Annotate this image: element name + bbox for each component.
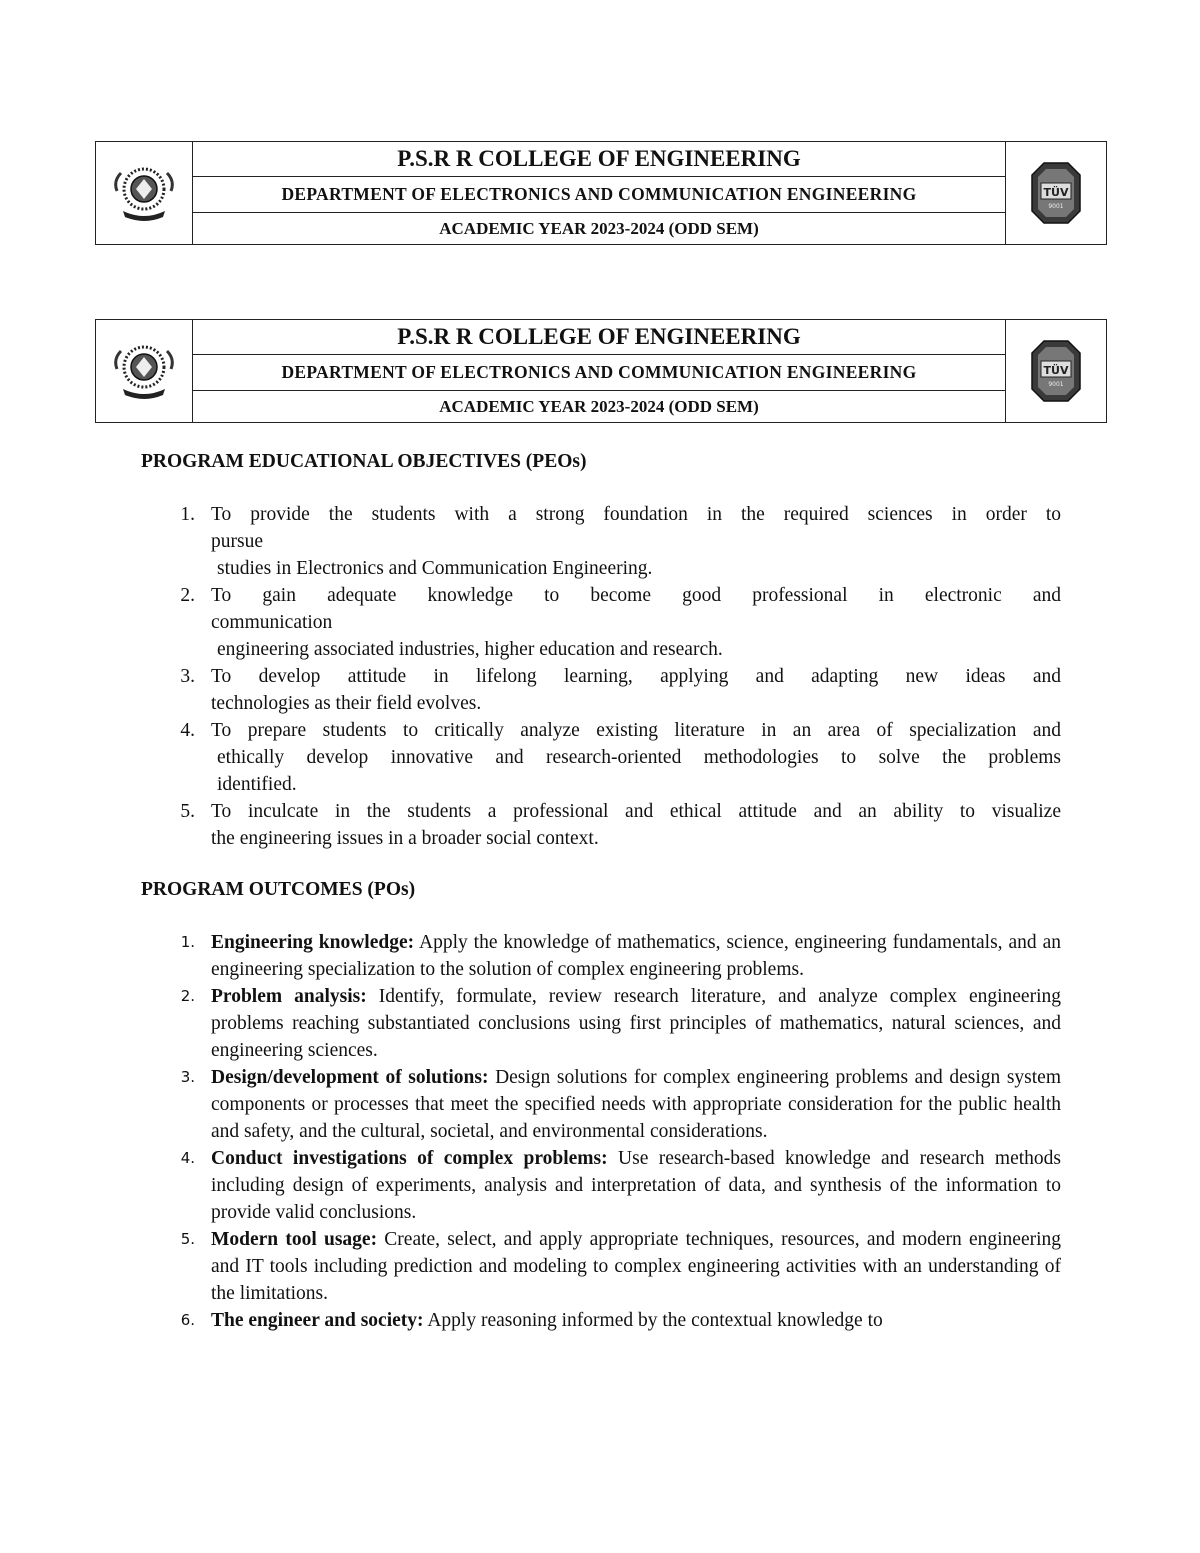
list-number: 3. bbox=[180, 1068, 195, 1086]
po-label: Design/development of solutions: bbox=[211, 1067, 489, 1088]
po-label: Conduct investigations of complex problems: bbox=[211, 1148, 608, 1169]
po-label: Problem analysis: bbox=[211, 986, 367, 1007]
list-number: 5. bbox=[180, 1230, 195, 1248]
peo-line: To gain adequate knowledge to become good professional in electronic and bbox=[211, 585, 1061, 606]
peo-line: engineering associated industries, higher education and research. bbox=[217, 639, 723, 660]
list-number: 2. bbox=[180, 585, 195, 606]
po-label: Modern tool usage: bbox=[211, 1229, 378, 1250]
svg-text:9001: 9001 bbox=[1048, 203, 1064, 210]
peo-line: technologies as their field evolves. bbox=[211, 693, 482, 714]
peo-item bbox=[141, 717, 1061, 798]
peo-list bbox=[141, 501, 1061, 852]
department-name: DEPARTMENT OF ELECTRONICS AND COMMUNICATION ENGINEERING bbox=[193, 355, 1005, 391]
po-text: Use research-based knowledge and research methods including design of experiments, analysis and interpretation of data, and synthesis of the information to provide valid conclusions. bbox=[211, 1148, 1062, 1223]
department-name: DEPARTMENT OF ELECTRONICS AND COMMUNICATION ENGINEERING bbox=[193, 177, 1005, 213]
peo-line: ethically develop innovative and research-oriented methodologies to solve the problems bbox=[217, 747, 1061, 768]
po-text: Identify, formulate, review research literature, and analyze complex engineering problems reaching substantiated conclusions using first principles of mathematics, natural sciences, and engineering sciences. bbox=[211, 986, 1061, 1061]
peo-heading: PROGRAM EDUCATIONAL OBJECTIVES (PEOs) bbox=[141, 451, 587, 472]
po-label: The engineer and society: bbox=[211, 1310, 424, 1331]
college-logo bbox=[96, 142, 193, 244]
peo-line: the engineering issues in a broader social context. bbox=[211, 828, 599, 849]
header-text bbox=[193, 320, 1005, 422]
svg-text:TÜV: TÜV bbox=[1043, 186, 1069, 199]
list-number: 2. bbox=[180, 987, 195, 1005]
peo-item bbox=[141, 501, 1061, 582]
peo-line: To inculcate in the students a professional and ethical attitude and an ability to visualize bbox=[211, 801, 1061, 822]
po-item bbox=[141, 1064, 1061, 1145]
tuv-certification-icon bbox=[1030, 161, 1082, 225]
college-name: P.S.R R COLLEGE OF ENGINEERING bbox=[193, 320, 1005, 355]
peo-item bbox=[141, 663, 1061, 717]
po-text: Design solutions for complex engineering problems and design system components or processes that meet the specified needs with appropriate consideration for the public health and safety, and the cultural, societal, and environmental considerations. bbox=[211, 1067, 1061, 1142]
po-text: Apply reasoning informed by the contextual knowledge to bbox=[427, 1310, 883, 1331]
peo-line: communication bbox=[211, 612, 333, 633]
peo-line: To provide the students with a strong foundation in the required sciences in order to bbox=[211, 504, 1061, 525]
list-number: 4. bbox=[180, 1149, 195, 1167]
academic-year: ACADEMIC YEAR 2023-2024 (ODD SEM) bbox=[439, 396, 759, 416]
list-number: 4. bbox=[180, 720, 195, 741]
svg-text:TÜV: TÜV bbox=[1043, 364, 1069, 377]
po-label: Engineering knowledge: bbox=[211, 932, 415, 953]
peo-line: studies in Electronics and Communication Engineering. bbox=[217, 558, 653, 579]
header-block bbox=[95, 319, 1107, 423]
peo-item bbox=[141, 798, 1061, 852]
tuv-logo bbox=[1005, 142, 1106, 244]
peo-item bbox=[141, 582, 1061, 663]
list-number: 5. bbox=[180, 801, 195, 822]
po-item bbox=[141, 929, 1061, 983]
college-emblem-icon bbox=[109, 161, 179, 225]
header-block bbox=[95, 141, 1107, 245]
peo-line: To develop attitude in lifelong learning, applying and adapting new ideas and bbox=[211, 666, 1061, 687]
college-logo bbox=[96, 320, 193, 422]
academic-year: ACADEMIC YEAR 2023-2024 (ODD SEM) bbox=[439, 218, 759, 238]
peo-line: identified. bbox=[217, 774, 297, 795]
peo-line: To prepare students to critically analyze existing literature in an area of specialization and bbox=[211, 720, 1061, 741]
svg-text:9001: 9001 bbox=[1048, 381, 1064, 388]
list-number: 1. bbox=[180, 933, 195, 951]
tuv-logo bbox=[1005, 320, 1106, 422]
college-name: P.S.R R COLLEGE OF ENGINEERING bbox=[193, 142, 1005, 177]
po-list bbox=[141, 929, 1061, 1334]
list-number: 3. bbox=[180, 666, 195, 687]
po-item bbox=[141, 983, 1061, 1064]
po-heading: PROGRAM OUTCOMES (POs) bbox=[141, 879, 416, 900]
college-emblem-icon bbox=[109, 339, 179, 403]
po-item bbox=[141, 1307, 1061, 1334]
header-text bbox=[193, 142, 1005, 244]
po-text: Apply the knowledge of mathematics, science, engineering fundamentals, and an engineering specialization to the solution of complex engineering problems. bbox=[211, 932, 1061, 980]
document-body bbox=[141, 448, 1061, 1334]
po-item bbox=[141, 1145, 1061, 1226]
tuv-certification-icon bbox=[1030, 339, 1082, 403]
peo-line: pursue bbox=[211, 531, 263, 552]
list-number: 6. bbox=[180, 1311, 195, 1329]
po-item bbox=[141, 1226, 1061, 1307]
list-number: 1. bbox=[180, 504, 195, 525]
po-text: Create, select, and apply appropriate techniques, resources, and modern engineering and IT tools including prediction and modeling to complex engineering activities with an understanding of the limitations. bbox=[211, 1229, 1062, 1304]
